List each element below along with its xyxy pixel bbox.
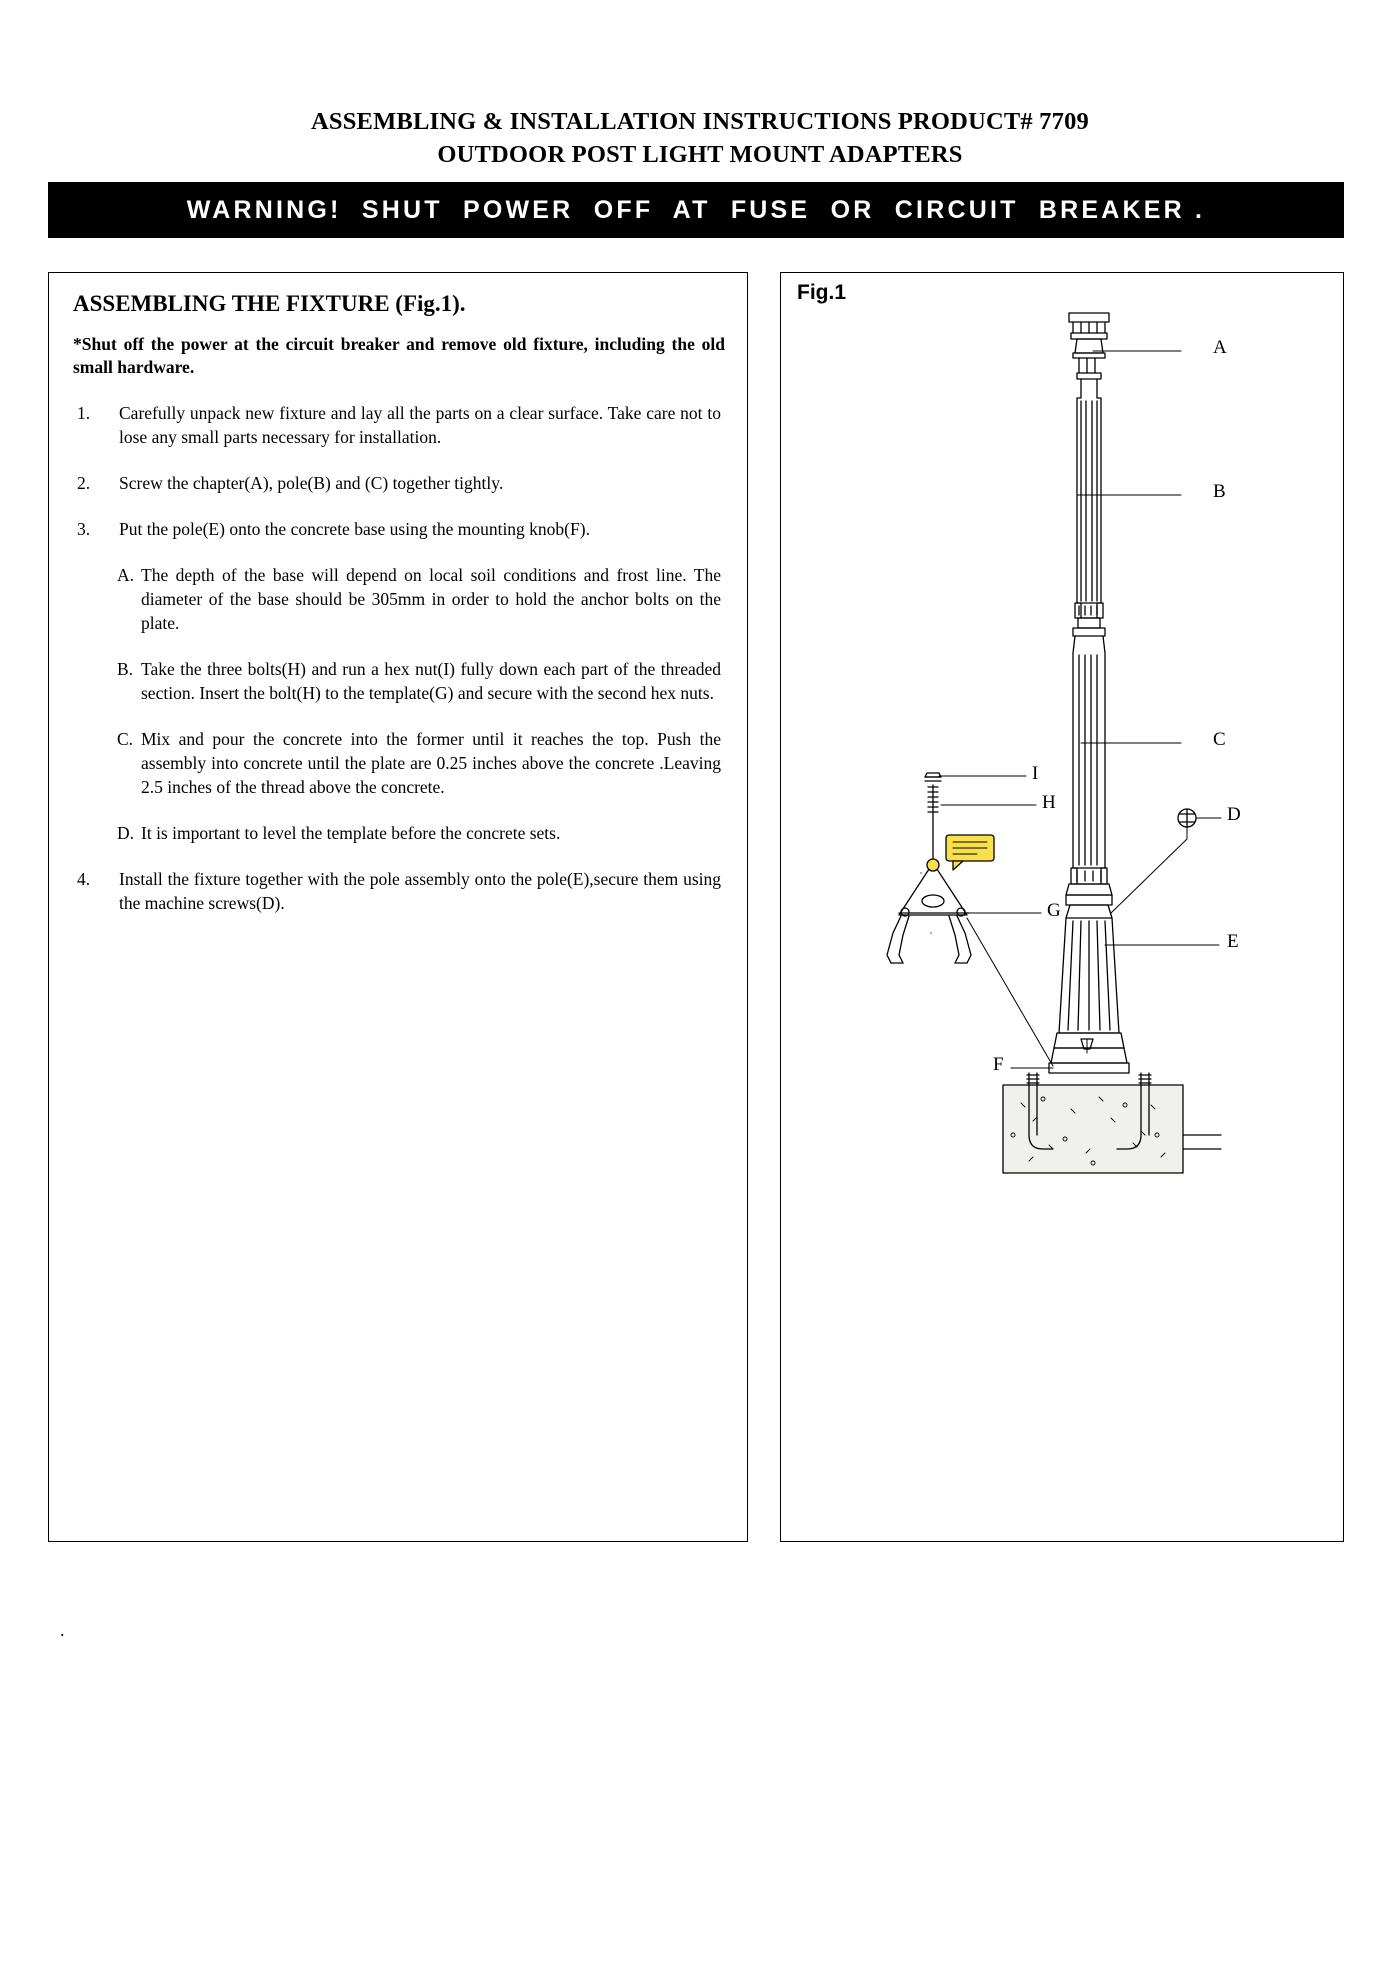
step-text: Install the fixture together with the pole assembly onto the pole(E),secure them using the machine screws(D). — [119, 869, 721, 913]
substep-text: Take the three bolts(H) and run a hex nut(I) fully down each part of the threaded section. Insert the bolt(H) to the template(G) and secure with the second hex nuts. — [141, 659, 721, 703]
warning-banner — [48, 182, 1344, 238]
callout-d: D — [1227, 804, 1241, 825]
step-number: 3. — [77, 519, 91, 539]
callout-f: F — [993, 1054, 1004, 1075]
page-trailing-mark: . — [60, 1620, 65, 1640]
document-title — [0, 105, 1400, 171]
step-number: 4. — [77, 869, 91, 889]
warning-text: WARNING! SHUT POWER OFF AT FUSE OR CIRCUIT BREAKER . — [186, 195, 1206, 224]
step-item — [73, 401, 721, 449]
substep-label: A. — [117, 565, 135, 585]
power-warning-note: *Shut off the power at the circuit breaker and remove old fixture, including the old small hardware. — [73, 334, 725, 377]
step-text: Carefully unpack new fixture and lay all the parts on a clear surface. Take care not to lose any small parts necessary for installation. — [119, 403, 721, 447]
section-heading: ASSEMBLING THE FIXTURE (Fig.1). — [73, 291, 466, 316]
substep-text: The depth of the base will depend on local soil conditions and frost line. The diameter of the base should be 305mm in order to hold the anchor bolts on the plate. — [141, 565, 721, 633]
step-text: Put the pole(E) onto the concrete base using the mounting knob(F). — [119, 519, 590, 539]
callout-e: E — [1227, 931, 1239, 952]
substep-label: D. — [117, 823, 135, 843]
substep-text: Mix and pour the concrete into the former until it reaches the top. Push the assembly into concrete until the plate are 0.25 inches above the concrete .Leaving 2.5 inches of the thread above the concrete. — [141, 729, 721, 797]
callout-c: C — [1213, 729, 1226, 750]
substep-text: It is important to level the template before the concrete sets. — [141, 823, 561, 843]
substep-label: C. — [117, 729, 134, 749]
title-line-2: OUTDOOR POST LIGHT MOUNT ADAPTERS — [437, 141, 963, 168]
substep-item — [117, 727, 721, 799]
step-item — [73, 517, 721, 541]
instructions-panel — [48, 272, 748, 1542]
substep-item — [117, 657, 721, 705]
figure-label: Fig.1 — [797, 281, 847, 304]
step-text: Screw the chapter(A), pole(B) and (C) together tightly. — [119, 473, 504, 493]
callout-h: H — [1042, 792, 1056, 813]
callout-a: A — [1213, 337, 1227, 358]
figure-panel — [780, 272, 1344, 1542]
step-number: 1. — [77, 403, 91, 423]
title-line-1: ASSEMBLING & INSTALLATION INSTRUCTIONS PRODUCT# 7709 — [311, 108, 1089, 135]
post-light-diagram — [781, 273, 1345, 1543]
step-item — [73, 867, 721, 915]
callout-b: B — [1213, 481, 1226, 502]
callout-g: G — [1047, 900, 1061, 921]
callout-i: I — [1032, 763, 1039, 784]
step-item — [73, 471, 721, 495]
substep-item — [117, 563, 721, 635]
step-number: 2. — [77, 473, 91, 493]
substep-label: B. — [117, 659, 134, 679]
instructions-content — [63, 283, 735, 915]
substep-item — [117, 821, 721, 845]
